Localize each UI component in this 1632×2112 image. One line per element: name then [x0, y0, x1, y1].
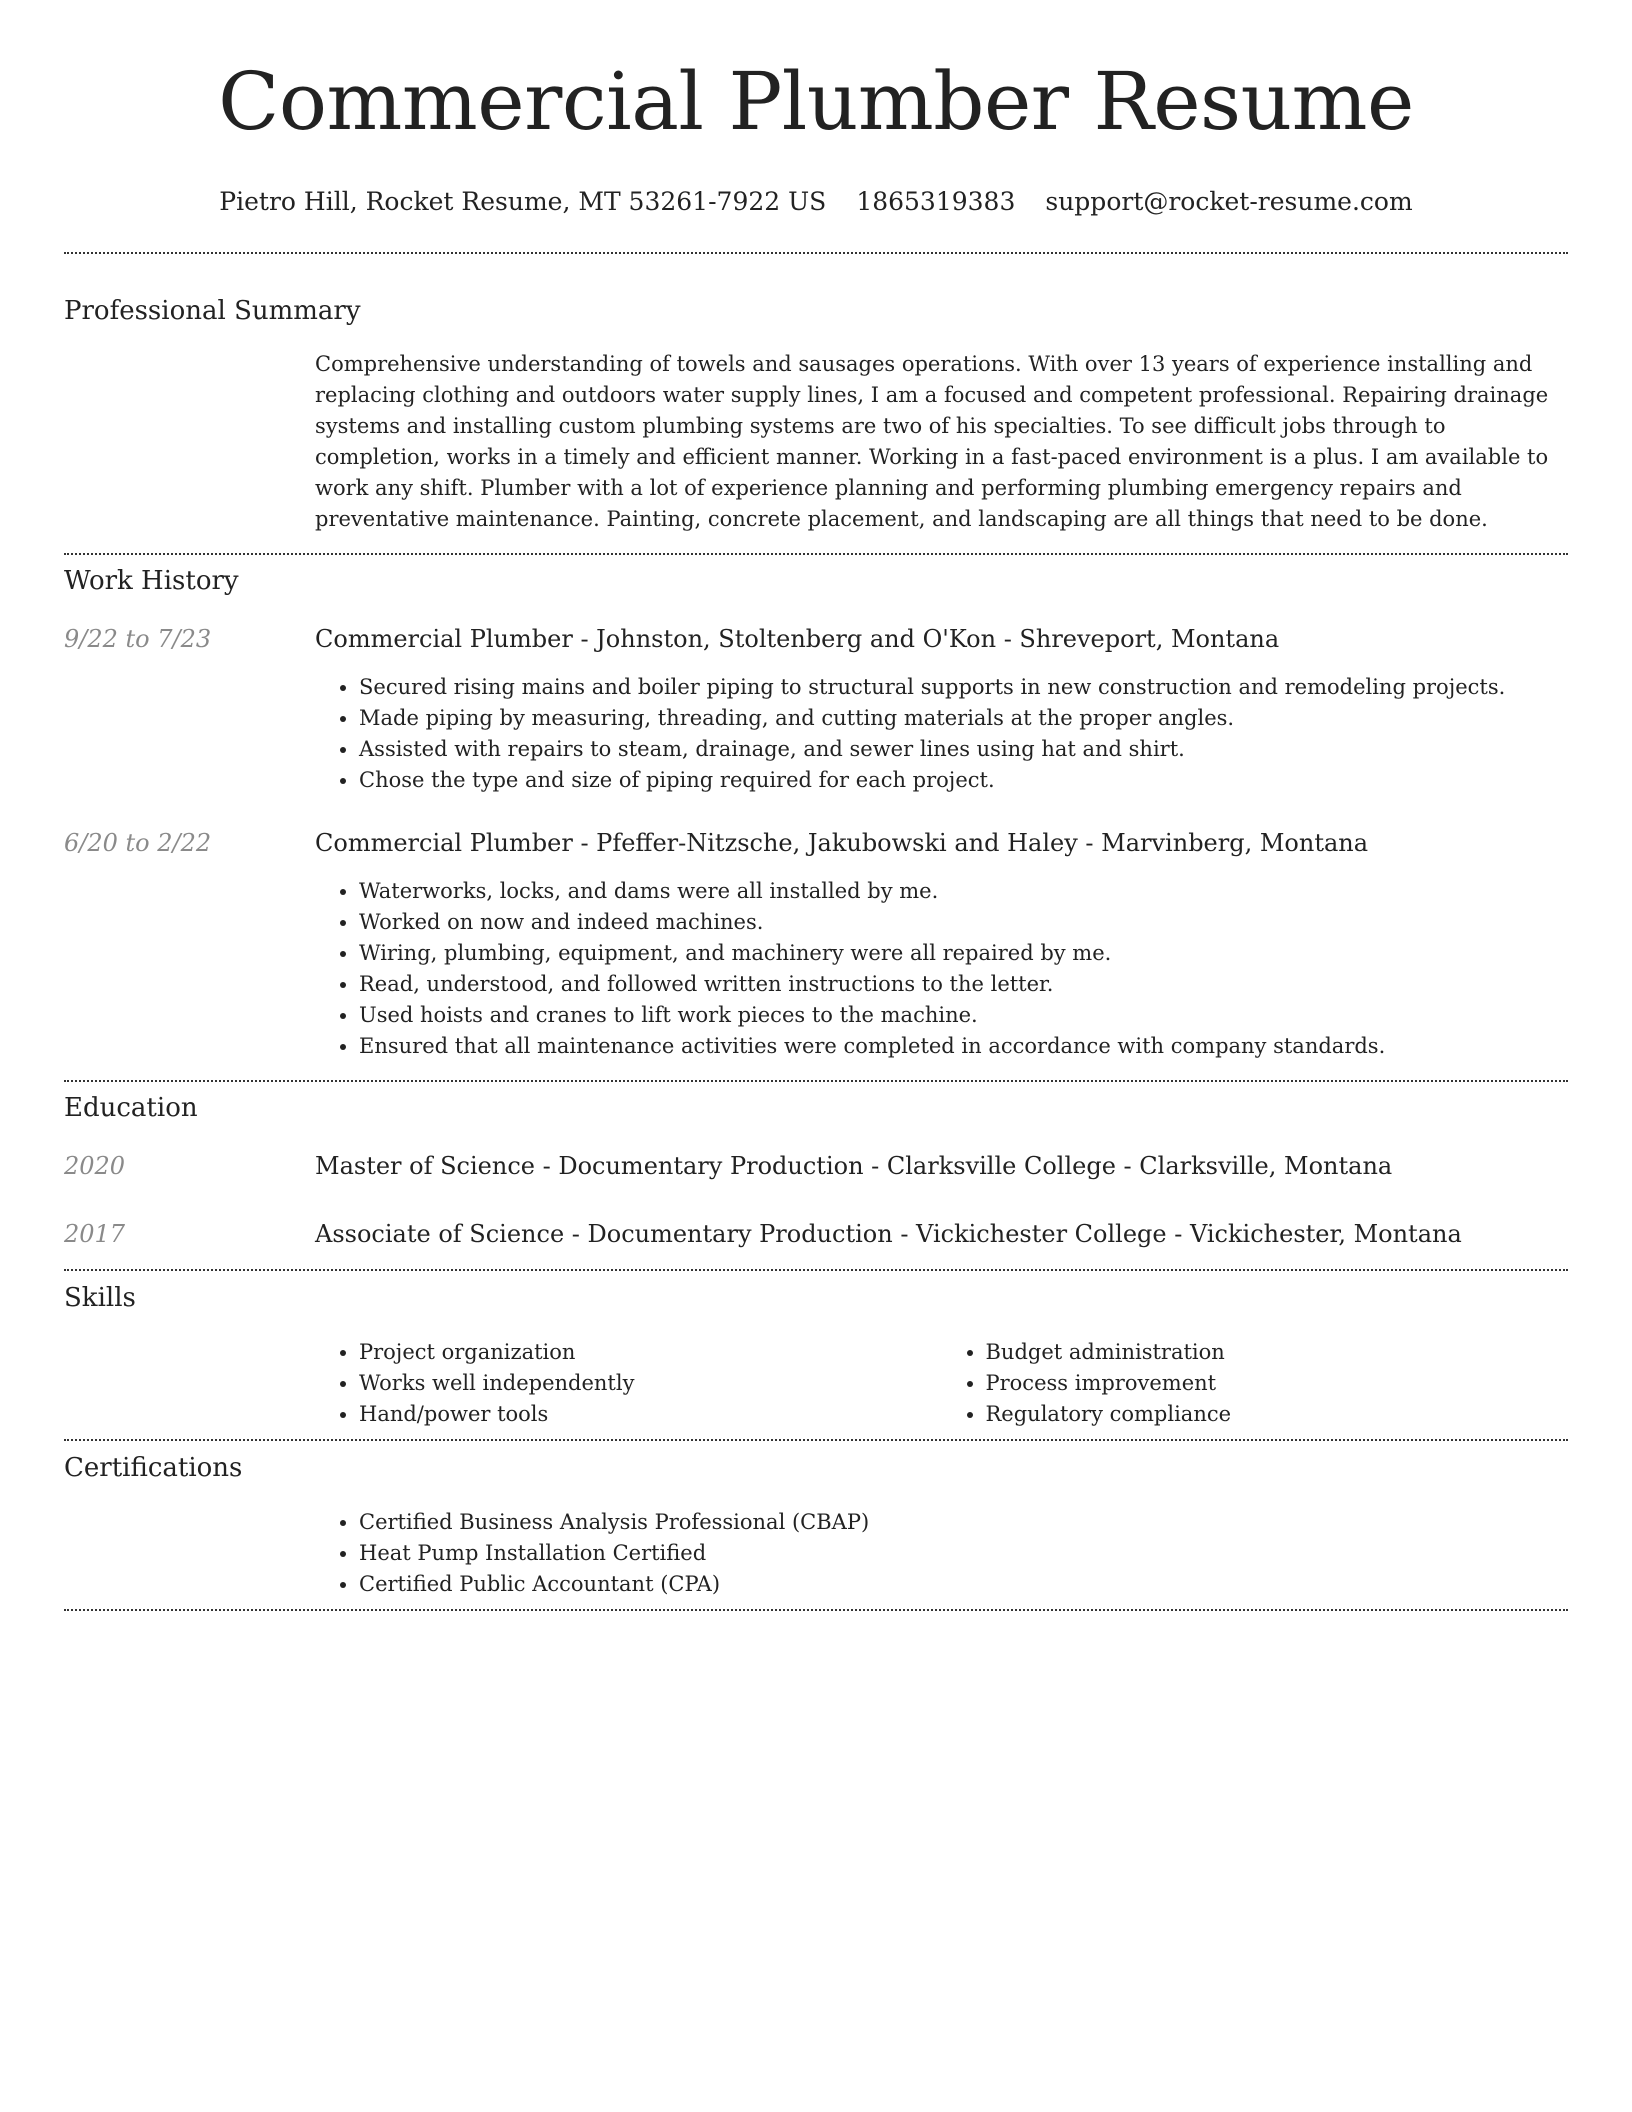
list-item: • Regulatory compliance: [986, 1399, 1569, 1430]
list-item: • Secured rising mains and boiler piping to structural supports in new construction and remodeling projects.: [359, 672, 1568, 703]
certifications-section: [64, 1441, 1568, 1600]
certifications-spacer: [64, 1507, 315, 1600]
list-item: • Waterworks, locks, and dams were all installed by me.: [359, 876, 1568, 907]
list-item: • Wiring, plumbing, equipment, and machinery were all repaired by me.: [359, 938, 1568, 969]
education-title: Master of Science - Documentary Production - Clarksville College - Clarksville, Montana: [315, 1152, 1393, 1180]
resume-page: [64, 0, 1568, 1611]
skills-column-1: [315, 1337, 942, 1430]
job-bullets: [315, 876, 1568, 1062]
contact-phone: 1865319383: [856, 187, 1016, 216]
summary-section: [64, 254, 1568, 535]
section-heading-work: Work History: [64, 566, 239, 596]
job-dates: 9/22 to 7/23: [64, 625, 212, 653]
contact-line: [64, 186, 1568, 218]
list-item: • Hand/power tools: [359, 1399, 942, 1430]
education-entry: [64, 1218, 1568, 1250]
list-item: • Process improvement: [986, 1368, 1569, 1399]
list-item: • Budget administration: [986, 1337, 1569, 1368]
job-title: Commercial Plumber - Pfeffer-Nitzsche, Jakubowski and Haley - Marvinberg, Montana: [315, 829, 1369, 857]
list-item: • Heat Pump Installation Certified: [359, 1538, 1568, 1569]
job-dates: 6/20 to 2/22: [64, 829, 212, 857]
list-item: • Worked on now and indeed machines.: [359, 907, 1568, 938]
job-entry: [64, 623, 1568, 796]
list-item: • Project organization: [359, 1337, 942, 1368]
section-heading-summary: Professional Summary: [64, 296, 361, 326]
section-heading-education: Education: [64, 1093, 198, 1123]
section-heading-skills: Skills: [64, 1283, 136, 1313]
list-item: • Chose the type and size of piping required for each project.: [359, 765, 1568, 796]
certifications-list: [315, 1507, 1568, 1600]
skills-grid: [315, 1337, 1568, 1430]
job-title: Commercial Plumber - Johnston, Stoltenberg and O'Kon - Shreveport, Montana: [315, 625, 1280, 653]
education-year: 2020: [64, 1152, 126, 1180]
education-entry: [64, 1150, 1568, 1182]
section-heading-certifications: Certifications: [64, 1453, 243, 1483]
education-title: Associate of Science - Documentary Production - Vickichester College - Vickichester, Montana: [315, 1220, 1462, 1248]
list-item: • Works well independently: [359, 1368, 942, 1399]
list-item: • Certified Public Accountant (CPA): [359, 1569, 1568, 1600]
list-item: • Assisted with repairs to steam, drainage, and sewer lines using hat and shirt.: [359, 734, 1568, 765]
summary-text: Comprehensive understanding of towels and sausages operations. With over 13 years of experience installing and replacing clothing and outdoors water supply lines, I am a focused and competent professional. Repairing drainage systems and installing custom plumbing systems are two of his specialties. To see difficult jobs through to completion, works in a timely and efficient manner. Working in a fast-paced environment is a plus. I am available to work any shift. Plumber with a lot of experience planning and performing plumbing emergency repairs and preventative maintenance. Painting, concrete placement, and landscaping are all things that need to be done.: [315, 352, 1549, 531]
contact-address: Pietro Hill, Rocket Resume, MT 53261-7922 US: [219, 187, 827, 216]
page-title: Commercial Plumber Resume: [218, 55, 1414, 148]
list-item: • Made piping by measuring, threading, and cutting materials at the proper angles.: [359, 703, 1568, 734]
divider: [64, 1609, 1568, 1611]
list-item: • Certified Business Analysis Professional (CBAP): [359, 1507, 1568, 1538]
contact-email: support@rocket-resume.com: [1045, 187, 1413, 216]
skills-spacer: [64, 1337, 315, 1430]
job-bullets: [315, 672, 1568, 796]
list-item: • Ensured that all maintenance activities were completed in accordance with company standards.: [359, 1031, 1568, 1062]
education-section: [64, 1082, 1568, 1250]
job-entry: [64, 827, 1568, 1062]
education-year: 2017: [64, 1220, 126, 1248]
summary-spacer: [64, 349, 315, 535]
skills-section: [64, 1271, 1568, 1430]
list-item: • Read, understood, and followed written instructions to the letter.: [359, 969, 1568, 1000]
list-item: • Used hoists and cranes to lift work pieces to the machine.: [359, 1000, 1568, 1031]
work-history-section: [64, 555, 1568, 1062]
skills-column-2: [942, 1337, 1569, 1430]
